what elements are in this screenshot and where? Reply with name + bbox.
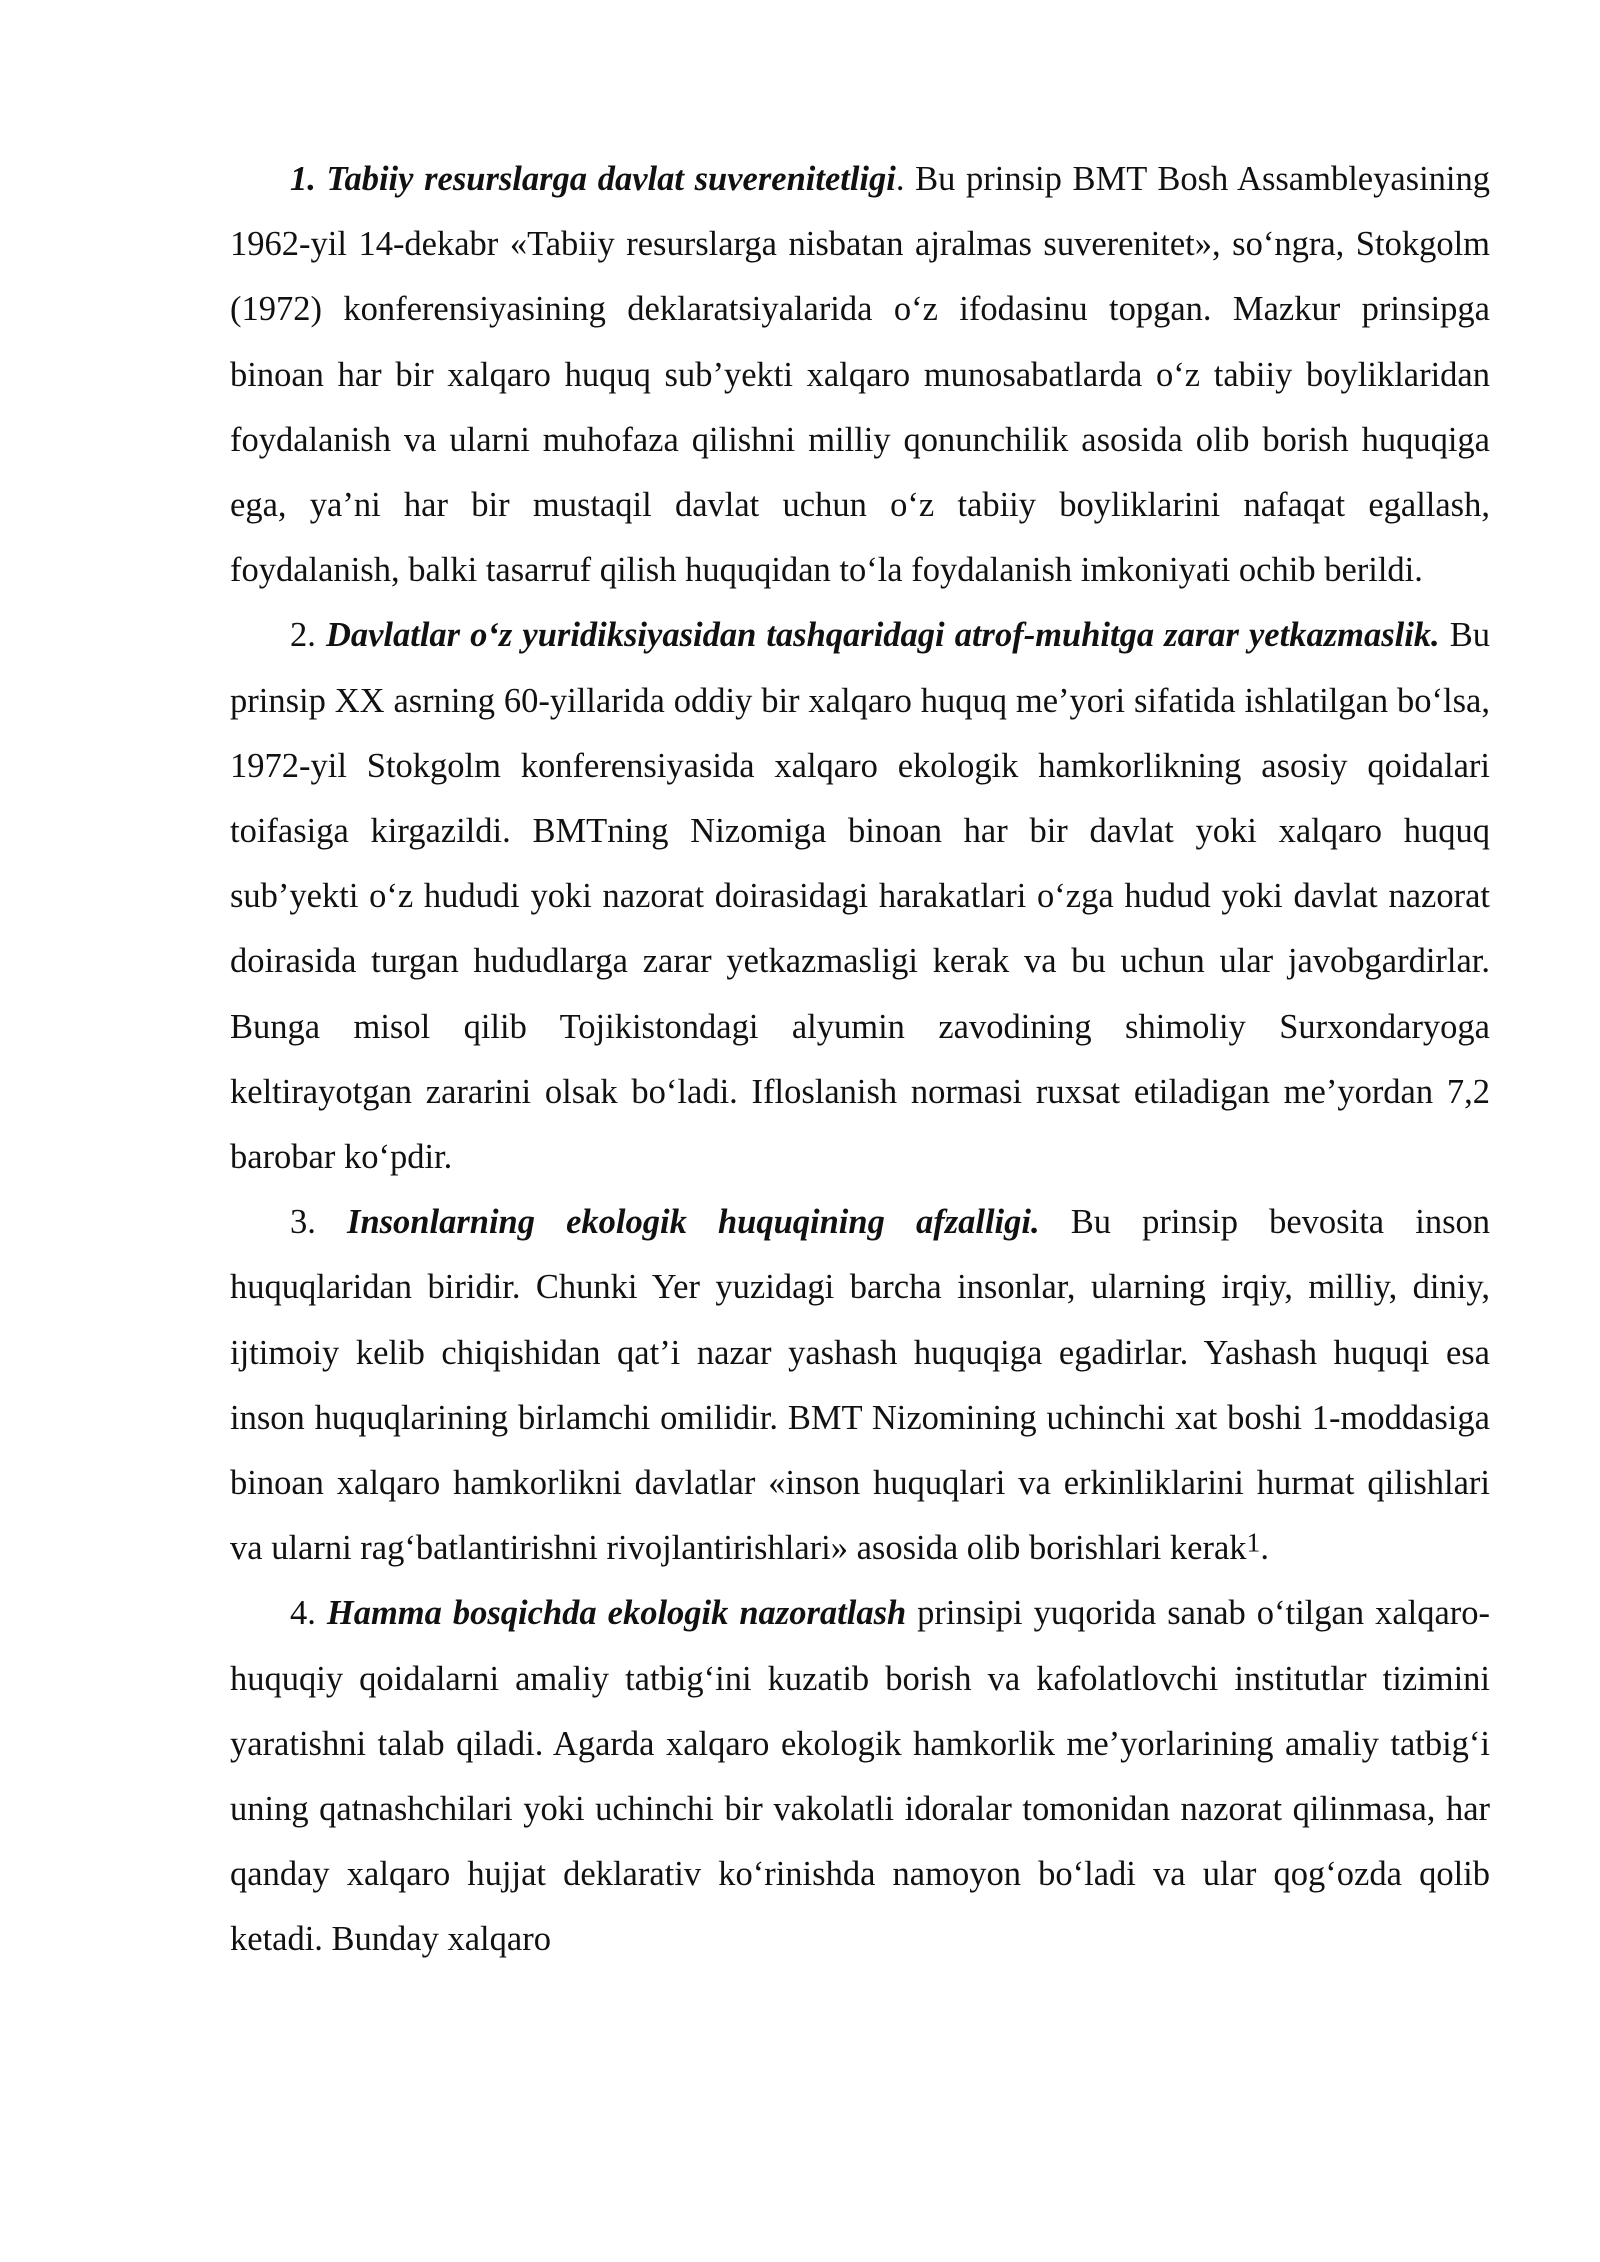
paragraph-tail: . [1260, 1529, 1269, 1568]
paragraph-number: 2. [290, 616, 316, 655]
paragraph-1 [230, 147, 1490, 603]
paragraph-3 [230, 1190, 1490, 1581]
paragraph-number: 4. [290, 1594, 316, 1633]
paragraph-text: Bu prinsip bevosita inson huquqlaridan biridir. Chunki Yer yuzidagi barcha insonlar, ularning irqiy, milliy, diniy, ijtimoiy kelib chiqishidan qat’i nazar yashash huquqiga egadirlar. Yashash huquqi esa inson huquqlarining birlamchi omilidir. BMT Nizomining uchinchi xat boshi 1-moddasiga binoan xalqaro hamkorlikni davlatlar «inson huquqlari va erkinliklarini hurmat qilishlari va ularni rag‘batlantirishni rivojlantirishlari» asosida olib borishlari kerak [230, 1203, 1490, 1568]
paragraph-text: Bu prinsip XX asrning 60-yillarida oddiy bir xalqaro huquq me’yori sifatida ishlatilgan bo‘lsa, 1972-yil Stokgolm konferensiyasida xalqaro ekologik hamkorlikning asosiy qoidalari toifasiga kirgazildi. BMTning Nizomiga binoan har bir davlat yoki xalqaro huquq sub’yekti o‘z hududi yoki nazorat doirasidagi harakatlari o‘zga hudud yoki davlat nazorat doirasida turgan hududlarga zarar yetkazmasligi kerak va bu uchun ular javobgardirlar. Bunga misol qilib Tojikistondagi alyumin zavodining shimoliy Surxondaryoga keltirayotgan zararini olsak bo‘ladi. Ifloslanish normasi ruxsat etiladigan me’yordan 7,2 barobar ko‘pdir. [230, 616, 1491, 1177]
paragraph-heading: Davlatlar o‘z yuridiksiyasidan tashqaridagi atrof-muhitga zarar yetkazmaslik. [325, 616, 1440, 655]
heading-suffix: . [895, 160, 905, 198]
footnote-reference[interactable]: 1 [1246, 1526, 1261, 1558]
paragraph-number: 3. [290, 1203, 316, 1242]
paragraph-4 [230, 1581, 1490, 1972]
paragraph-text: Bu prinsip BMT Bosh Assambleyasining 1962-yil 14-dekabr «Tabiiy resurslarga nisbatan ajralmas suverenitet», so‘ngra, Stokgolm (1972) konferensiyasining deklaratsiyalarida o‘z ifodasinu topgan. Mazkur prinsipga binoan har bir xalqaro huquq sub’yekti xalqaro munosabatlarda o‘z tabiiy boyliklaridan foydalanish va ularni muhofaza qilishni milliy qonunchilik asosida olib borish huquqiga ega, ya’ni har bir mustaqil davlat uchun o‘z tabiiy boyliklarini nafaqat egallash, foydalanish, balki tasarruf qilish huquqidan to‘la foydalanish imkoniyati ochib berildi. [230, 160, 1491, 590]
paragraph-heading: Tabiiy resurslarga davlat suverenitetligi [326, 160, 896, 198]
paragraph-heading: Insonlarning ekologik huquqining afzalligi. [347, 1203, 1040, 1242]
paragraph-heading: Hamma bosqichda ekologik nazoratlash [326, 1594, 907, 1633]
paragraph-number: 1. [290, 160, 316, 198]
paragraph-text: prinsipi yuqorida sanab o‘tilgan xalqaro-huquqiy qoidalarni amaliy tatbig‘ini kuzatib borish va kafolatlovchi institutlar tizimini yaratishni talab qiladi. Agarda xalqaro ekologik hamkorlik me’yorlarining amaliy tatbig‘i uning qatnashchilari yoki uchinchi bir vakolatli idoralar tomonidan nazorat qilinmasa, har qanday xalqaro hujjat deklarativ ko‘rinishda namoyon bo‘ladi va ular qog‘ozda qolib ketadi. Bunday xalqaro [230, 1594, 1491, 1959]
paragraph-2 [230, 603, 1490, 1190]
page-body [230, 147, 1490, 1973]
